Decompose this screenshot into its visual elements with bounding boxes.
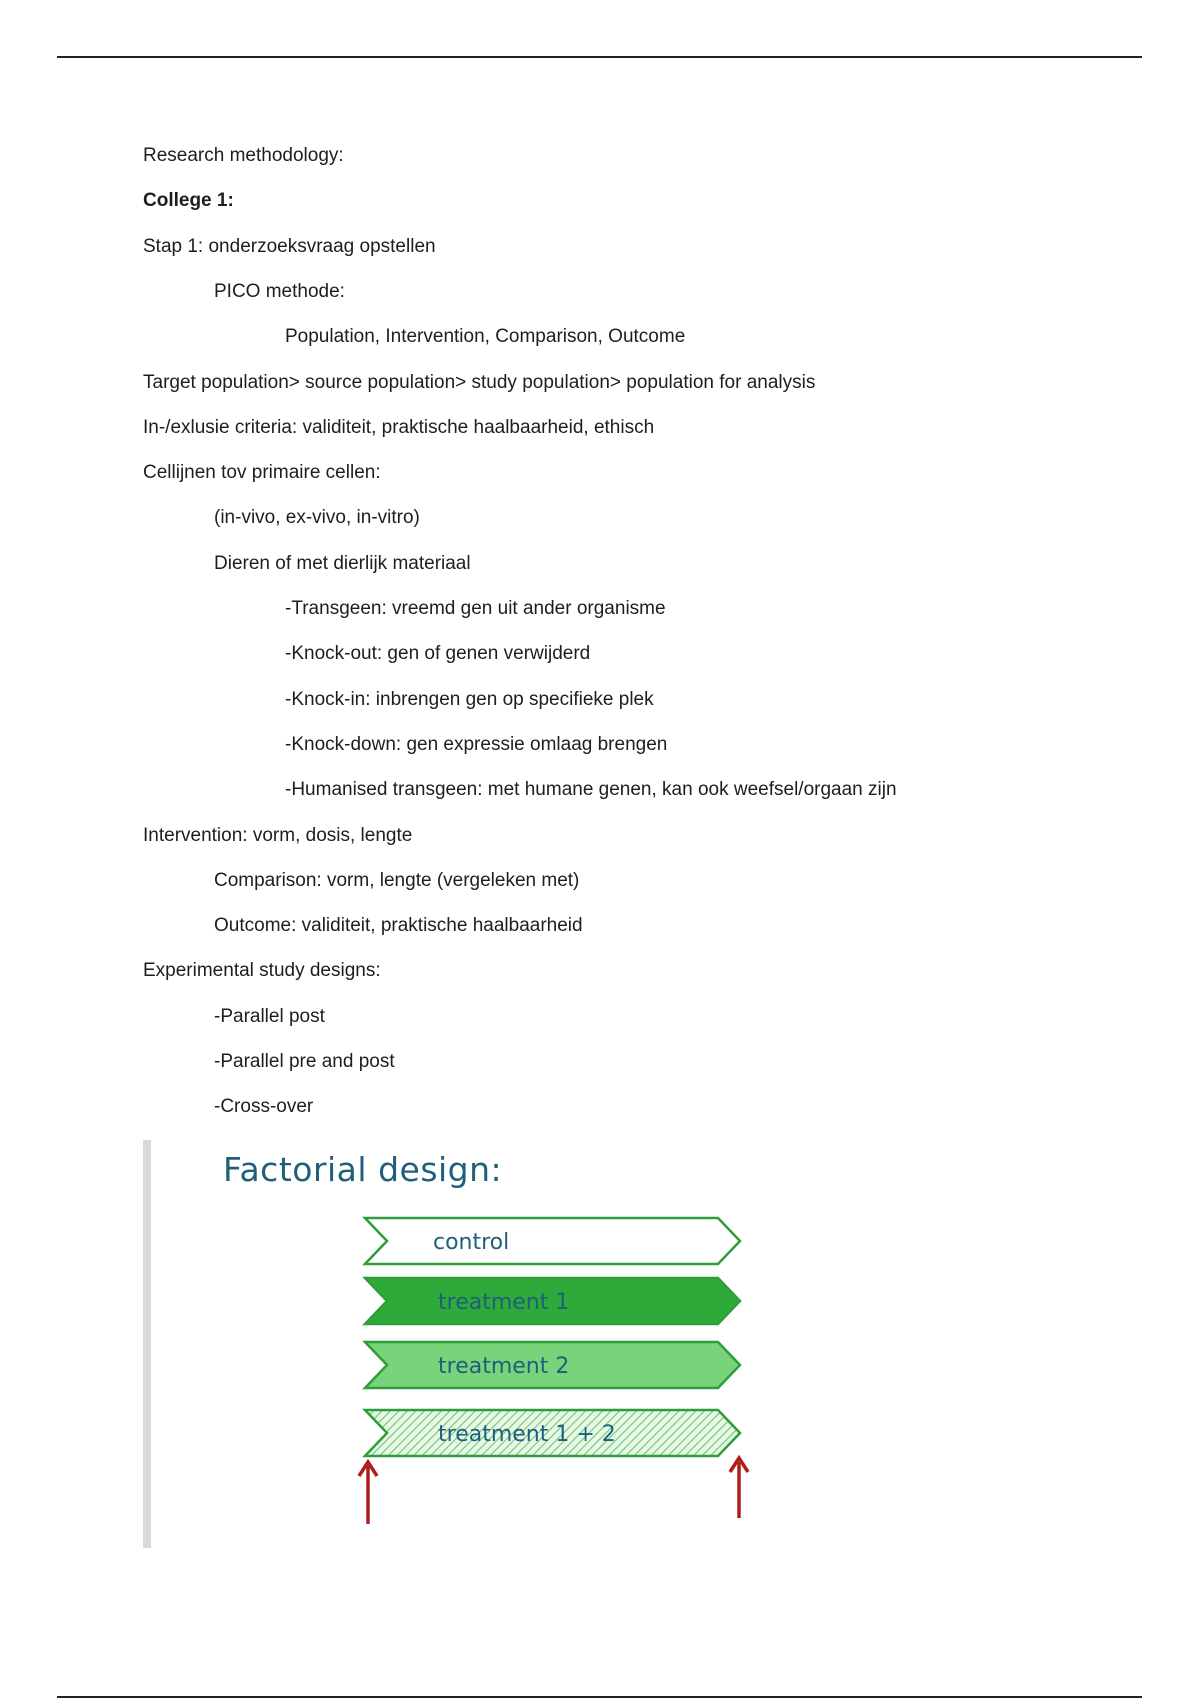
text-line: Comparison: vorm, lengte (vergeleken met) (214, 870, 580, 891)
text-line: PICO methode: (214, 281, 345, 302)
text-line: Target population> source population> study population> population for analysis (143, 372, 816, 393)
arm-0 (365, 1218, 740, 1264)
factorial-design-figure (143, 1140, 763, 1548)
factorial-design-diagram (143, 1140, 763, 1548)
text-line: -Cross-over (214, 1096, 314, 1117)
text-line: (in-vivo, ex-vivo, in-vitro) (214, 507, 420, 528)
text-line: -Knock-in: inbrengen gen op specifieke plek (285, 689, 654, 710)
text-line: -Knock-down: gen expressie omlaag brengen (285, 734, 668, 755)
text-line: Population, Intervention, Comparison, Outcome (285, 326, 686, 347)
arm-label: treatment 1 + 2 (438, 1422, 616, 1447)
text-line: -Parallel pre and post (214, 1051, 395, 1072)
arm-label: control (433, 1230, 510, 1255)
up-arrow-icon (359, 1462, 377, 1524)
figure-title: Factorial design: (223, 1150, 503, 1189)
arm-2 (365, 1342, 740, 1388)
text-line: Dieren of met dierlijk materiaal (214, 553, 471, 574)
text-line: -Humanised transgeen: met humane genen, kan ook weefsel/orgaan zijn (285, 779, 897, 800)
arm-1 (365, 1278, 740, 1324)
footer-rule (57, 1696, 1142, 1698)
arm-chevron (365, 1218, 740, 1264)
text-line: Experimental study designs: (143, 960, 381, 981)
arm-label: treatment 2 (438, 1354, 570, 1379)
arm-label: treatment 1 (438, 1290, 570, 1315)
section-heading: College 1: (143, 190, 234, 211)
up-arrow-icon (730, 1458, 748, 1518)
text-line: -Transgeen: vreemd gen uit ander organisme (285, 598, 666, 619)
text-line: -Knock-out: gen of genen verwijderd (285, 643, 591, 664)
text-line: Outcome: validiteit, praktische haalbaarheid (214, 915, 583, 936)
text-line: Research methodology: (143, 145, 344, 166)
header-rule (57, 56, 1142, 58)
text-line: -Parallel post (214, 1006, 325, 1027)
text-line: Cellijnen tov primaire cellen: (143, 462, 381, 483)
arm-3 (365, 1410, 740, 1456)
text-line: Intervention: vorm, dosis, lengte (143, 825, 413, 846)
text-line: In-/exlusie criteria: validiteit, praktische haalbaarheid, ethisch (143, 417, 655, 438)
text-line: Stap 1: onderzoeksvraag opstellen (143, 236, 436, 257)
